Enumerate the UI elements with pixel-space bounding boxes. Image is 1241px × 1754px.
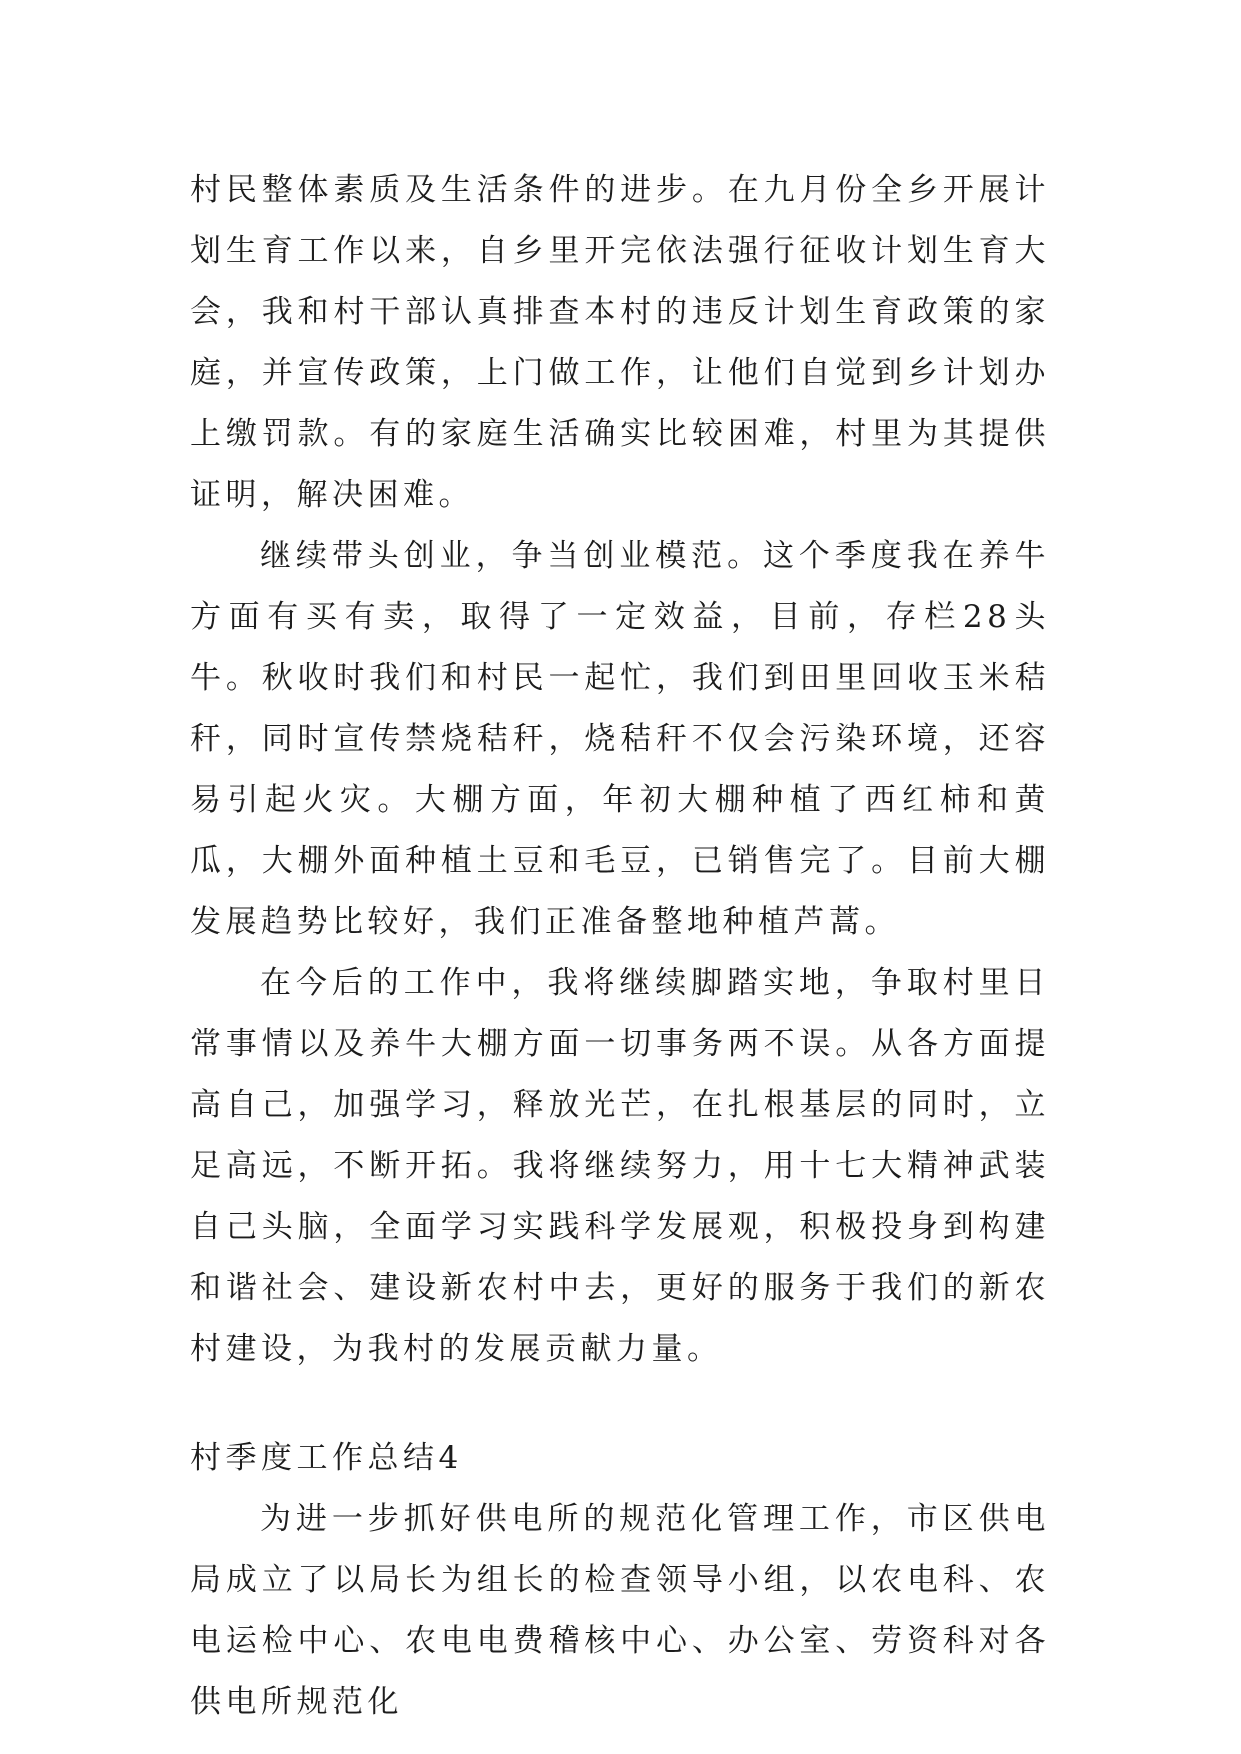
document-body: [190, 160, 1050, 1733]
paragraph: 村民整体素质及生活条件的进步。在九月份全乡开展计划生育工作以来，自乡里开完依法强行征收计划生育大会，我和村干部认真排查本村的违反计划生育政策的家庭，并宣传政策，上门做工作，让他们自觉到乡计划办上缴罚款。有的家庭生活确实比较困难，村里为其提供证明，解决困难。: [190, 172, 1050, 513]
paragraph: 继续带头创业，争当创业模范。这个季度我在养牛方面有买有卖，取得了一定效益，目前，存栏28头牛。秋收时我们和村民一起忙，我们到田里回收玉米秸秆，同时宣传禁烧秸秆，烧秸秆不仅会污染环境，还容易引起火灾。大棚方面，年初大棚种植了西红柿和黄瓜，大棚外面种植土豆和毛豆，已销售完了。目前大棚发展趋势比较好，我们正准备整地种植芦蒿。: [190, 538, 1050, 940]
paragraph: 为进一步抓好供电所的规范化管理工作，市区供电局成立了以局长为组长的检查领导小组，以农电科、农电运检中心、农电电费稽核中心、办公室、劳资科对各供电所规范化: [190, 1501, 1050, 1720]
section-heading: 村季度工作总结4: [190, 1440, 463, 1476]
paragraph: 在今后的工作中，我将继续脚踏实地，争取村里日常事情以及养牛大棚方面一切事务两不误。从各方面提高自己，加强学习，释放光芒，在扎根基层的同时，立足高远，不断开拓。我将继续努力，用十七大精神武装自己头脑，全面学习实践科学发展观，积极投身到构建和谐社会、建设新农村中去，更好的服务于我们的新农村建设，为我村的发展贡献力量。: [190, 965, 1050, 1367]
